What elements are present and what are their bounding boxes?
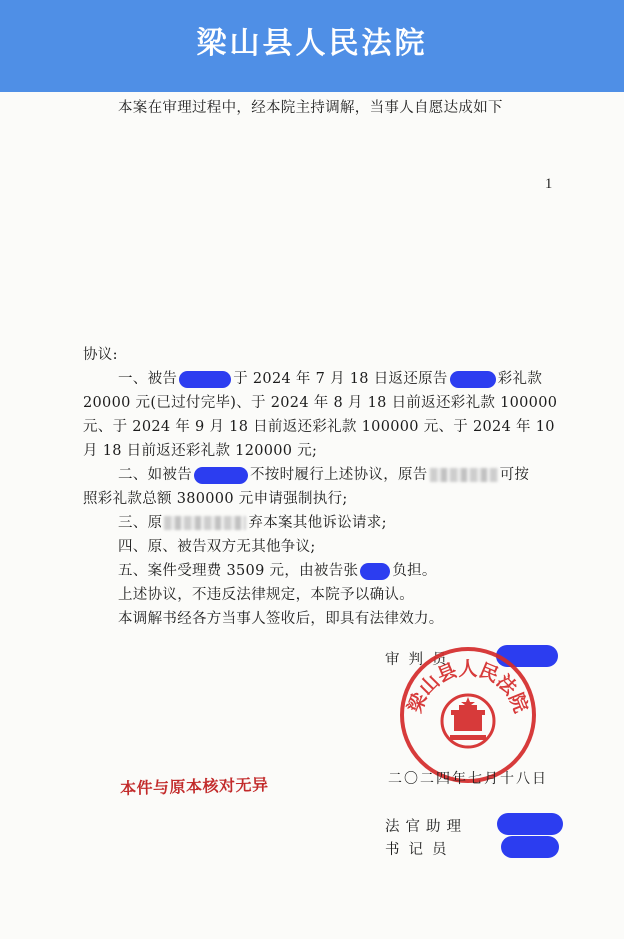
effect-paragraph: 本调解书经各方当事人签收后，即具有法律效力。 (118, 611, 444, 627)
clerk-signature-redaction (501, 836, 559, 858)
certification-stamp: 本件与原本核对无异 (119, 775, 269, 798)
agreement-item-5 (118, 559, 437, 583)
redaction-mark (194, 467, 248, 484)
court-seal (398, 645, 538, 785)
seal-icon (398, 645, 538, 785)
intro-paragraph: 本案在审理过程中，经本院主持调解，当事人自愿达成如下 (118, 100, 503, 116)
judge-label: 审判员 (385, 652, 456, 668)
page-title: 梁山县人民法院 (196, 26, 428, 61)
agreement-item-3 (118, 511, 387, 535)
item-text: 二、如被告 (118, 467, 192, 483)
item-text: 可按 (499, 467, 530, 483)
assistant-signature-redaction (497, 813, 563, 835)
confirmation-paragraph: 上述协议，不违反法律规定，本院予以确认。 (118, 587, 414, 603)
agreement-item-2-line-1 (118, 463, 529, 487)
item-text: 五、案件受理费 3509 元，由被告张 (118, 563, 359, 579)
blurred-name (430, 468, 498, 482)
clerk-label: 书记员 (385, 842, 456, 858)
item-text: 三、原 (118, 515, 163, 531)
app-header (0, 0, 624, 92)
agreement-item-2-line-2: 照彩礼款总额 380000 元申请强制执行; (83, 491, 348, 507)
item-text: 于 2024 年 7 月 18 日返还原告 (233, 371, 448, 387)
agreement-item-1-line-4: 月 18 日前返还彩礼款 120000 元; (83, 443, 318, 459)
agreement-item-1-line-1 (118, 367, 542, 391)
item-text: 弃本案其他诉讼请求; (248, 515, 387, 531)
item-text: 彩礼款 (497, 371, 543, 387)
item-text: 不按时履行上述协议，原告 (250, 467, 428, 483)
agreement-heading: 协议: (83, 347, 118, 363)
redaction-mark (360, 563, 390, 580)
redaction-mark (179, 371, 231, 388)
item-text: 负担。 (392, 563, 437, 579)
item-text: 一、被告 (118, 371, 178, 387)
seal-text: 梁山县人民法院 (404, 658, 532, 716)
agreement-item-1-line-2: 20000 元(已过付完毕)、于 2024 年 8 月 18 日前返还彩礼款 100000 (83, 395, 558, 411)
judge-assistant-label: 法官助理 (385, 819, 467, 835)
document-date: 二〇二四年七月十八日 (388, 771, 548, 787)
agreement-item-1-line-3: 元、于 2024 年 9 月 18 日前返还彩礼款 100000 元、于 2024 年 10 (83, 419, 555, 435)
agreement-item-4: 四、原、被告双方无其他争议; (118, 539, 316, 555)
redaction-mark (450, 371, 496, 388)
page-number: 1 (545, 176, 553, 192)
blurred-name (164, 516, 246, 530)
